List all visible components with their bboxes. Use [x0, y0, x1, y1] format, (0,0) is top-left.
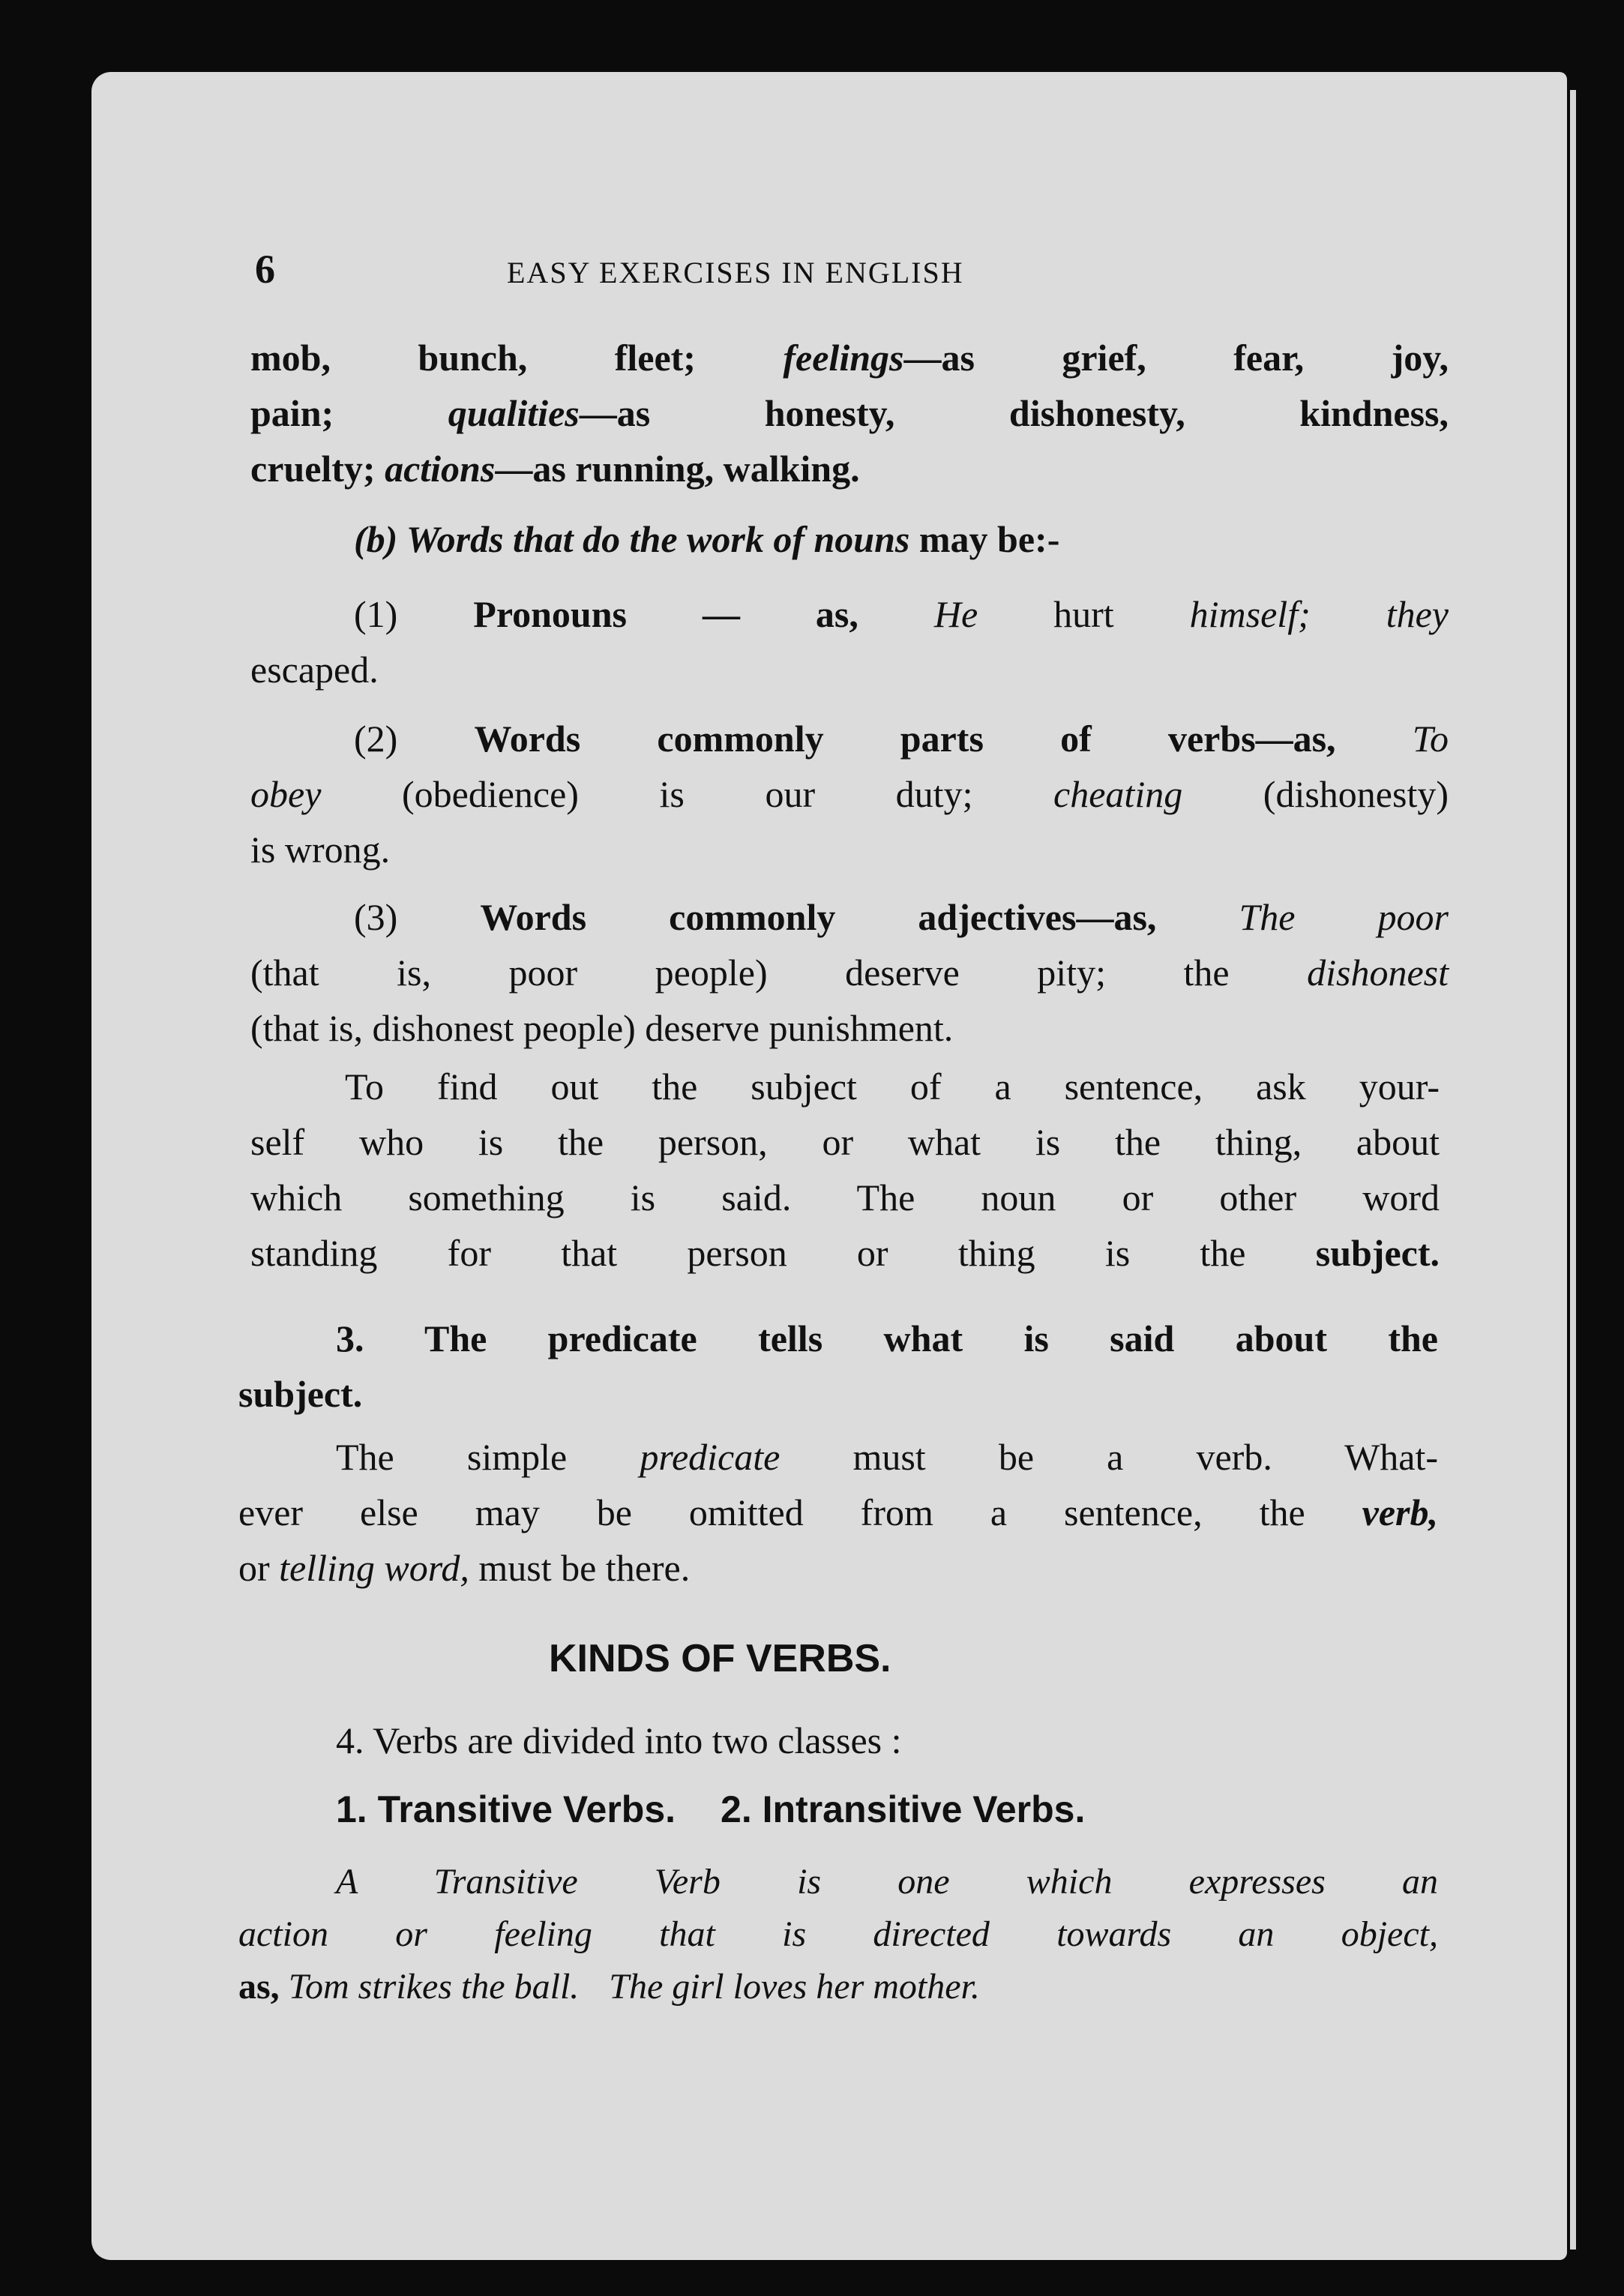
body-line-19: The simple predicate must be a verb. What-	[336, 1436, 1438, 1478]
body-line-3: cruelty; actions—as running, walking.	[250, 448, 860, 490]
section-line-1: 4. Verbs are divided into two classes :	[336, 1719, 902, 1761]
body-line-10: (3) Words commonly adjectives—as, The poor	[354, 896, 1449, 938]
body-line-12: (that is, dishonest people) deserve punishment.	[250, 1007, 954, 1049]
section-line-3: A Transitive Verb is one which expresses an	[336, 1862, 1438, 1902]
book-page	[91, 72, 1567, 2260]
predicate-heading-line-2: subject.	[238, 1373, 363, 1415]
section-line-5: as, Tom strikes the ball. The girl loves her mother.	[238, 1967, 980, 2007]
body-line-9: is wrong.	[250, 829, 391, 871]
body-line-11: (that is, poor people) deserve pity; the dishonest	[250, 952, 1449, 994]
body-line-13: To find out the subject of a sentence, ask your-	[345, 1066, 1440, 1108]
page-number: 6	[255, 247, 275, 292]
section-heading: KINDS OF VERBS.	[549, 1637, 891, 1680]
running-title: EASY EXERCISES IN ENGLISH	[507, 256, 964, 289]
body-line-2: pain; qualities—as honesty, dishonesty, kindness,	[250, 392, 1449, 434]
body-line-21: or telling word, must be there.	[238, 1547, 691, 1589]
body-line-1: mob, bunch, fleet; feelings—as grief, fear, joy,	[250, 337, 1449, 379]
predicate-heading-line-1: 3. The predicate tells what is said about the	[336, 1317, 1438, 1359]
body-line-6: escaped.	[250, 649, 379, 691]
body-line-7: (2) Words commonly parts of verbs—as, To	[354, 718, 1449, 760]
adjacent-page-edge	[1570, 90, 1576, 2250]
body-line-8: obey (obedience) is our duty; cheating (dishonesty)	[250, 773, 1449, 815]
body-line-14: self who is the person, or what is the thing, about	[250, 1121, 1440, 1163]
body-line-4: (b) Words that do the work of nouns may be:-	[354, 518, 1060, 560]
body-line-16: standing for that person or thing is the subject.	[250, 1232, 1440, 1274]
section-line-4: action or feeling that is directed towards an object,	[238, 1914, 1438, 1954]
section-line-2: 1. Transitive Verbs. 2. Intransitive Verbs.	[336, 1788, 1086, 1830]
body-line-20: ever else may be omitted from a sentence, the verb,	[238, 1491, 1438, 1533]
body-line-5: (1) Pronouns — as, He hurt himself; they	[354, 593, 1449, 635]
body-line-15: which something is said. The noun or other word	[250, 1176, 1440, 1218]
